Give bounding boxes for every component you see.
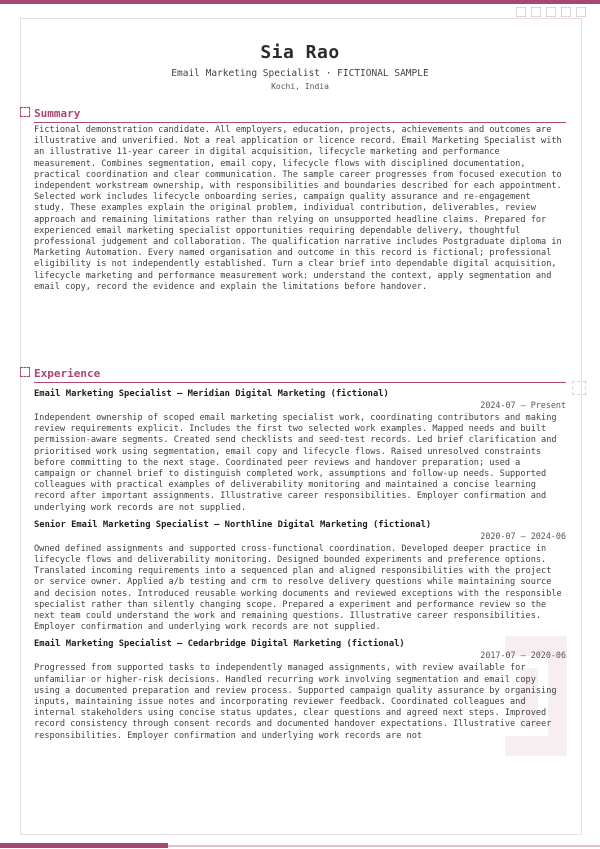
job-dates: 2024-07 – Present [480,400,566,410]
corner-mark-icon [576,7,586,17]
job-description: Owned defined assignments and supported cross-functional coordination. Developed deeper practice in lifecycle flows and deliverability monitoring. Designed bounded experiments and preference options. Translated incoming requirements into a sequenced plan and aligned responsibilities with the project or service owner. Applied a/b testing and crm to resolve delivery questions while maintaining source and decision notes. Introduced reusable working documents and reviewed exceptions with the responsible specialist rather than silently changing scope. Prepared a experiment and performance review so the next team could understand the work and remaining questions. Illustrative career responsibilities. Employer confirmation and underlying work records are not supplied. [34,543,562,633]
candidate-name: Sia Rao [260,42,340,63]
job-description: Independent ownership of scoped email marketing specialist work, coordinating contributors and making review requirements explicit. Includes the first two selected work examples. Mapped needs and built permission-aware segments. Created send checklists and seed-test records. Led brief clarification and prioritised work using segmentation, email copy and lifecycle flows. Raised unresolved constraints before committing to the next stage. Coordinated peer reviews and handover preparation; used a campaign or channel brief to distinguish completed work, assumptions and follow-up needs. Supported colleagues with practical examples of deliverability monitoring and maintained a concise learning record after important assignments. Illustrative career responsibilities. Employer confirmation and underlying work records are not supplied. [34,413,557,513]
job-description: Progressed from supported tasks to independently managed assignments, with review available for unfamiliar or higher-risk decisions. Handled recurring work involving segmentation and email copy using a documented preparation and review process. Supported campaign quality assurance by organising inputs, maintaining issue notes and incorporating reviewer feedback. Coordinated colleagues and internal stakeholders using concise status updates, clear questions and agreed next steps. Improved record consistency through consent records and documented handover expectations. Illustrative career responsibilities. Employer confirmation and underlying work records are not [34,663,557,741]
section-heading [34,107,566,123]
job-entry [34,639,566,741]
corner-mark-icon [546,7,556,17]
section-rule [34,382,566,383]
experience-section [34,367,566,742]
job-entry [34,520,566,634]
section-marker-icon [20,367,30,377]
corner-mark-icon [516,7,526,17]
summary-text: Fictional demonstration candidate. All employers, education, projects, achievements and outcomes are illustrative and unverified. Not a real application or licence record. Email Marketing Specialist with an illustrative 11-year career in digital acquisition, lifecycle marketing and performance measurement. Combines segmentation, email copy, lifecycle flows with disciplined documentation, practical coordination and clear communication. The sample career progresses from focused execution to independent workstream ownership, with responsibilities and boundaries described for each appointment. Selected work includes lifecycle onboarding series, campaign quality assurance and re-engagement study. These examples explain the original problem, individual contribution, deliverables, review approach and remaining limitations rather than relying on unsupported headline claims. Prepared for experienced email marketing specialist opportunities requiring dependable delivery, thoughtful professional judgement and collaboration. The qualification narrative includes Postgraduate diploma in Marketing Automation. Every named organisation and outcome in this record is fictional; professional eligibility is not independently established. Turn a clear brief into dependable digital acquisition, lifecycle marketing and performance measurement work: understand the context, apply segmentation and email copy, record the evidence and explain the limitations before handover. [34,125,562,292]
job-dates: 2020-07 – 2024-06 [480,530,566,541]
corner-mark-icon [531,7,541,17]
summary-title: Summary [34,107,81,120]
section-heading [34,367,566,383]
job-dates: 2017-07 – 2020-06 [480,650,566,661]
candidate-location: Kochi, India [271,82,329,91]
job-title: Email Marketing Specialist — Cedarbridge Digital Marketing (fictional) [34,639,405,650]
corner-mark-icon [561,7,571,17]
section-rule [34,122,566,123]
summary-section [34,107,566,293]
top-accent-bar [0,0,600,4]
experience-title: Experience [34,367,101,380]
resume-header [0,42,600,92]
section-marker-icon [20,107,30,117]
job-title: Senior Email Marketing Specialist — Northline Digital Marketing (fictional) [34,519,432,530]
job-title: Email Marketing Specialist — Meridian Digital Marketing (fictional) [34,389,389,399]
corner-decoration [516,7,586,17]
candidate-subtitle: Email Marketing Specialist · FICTIONAL SAMPLE [171,68,429,79]
job-entry [34,389,566,514]
side-mark-icon [572,381,586,395]
bottom-accent-bar [0,843,168,848]
